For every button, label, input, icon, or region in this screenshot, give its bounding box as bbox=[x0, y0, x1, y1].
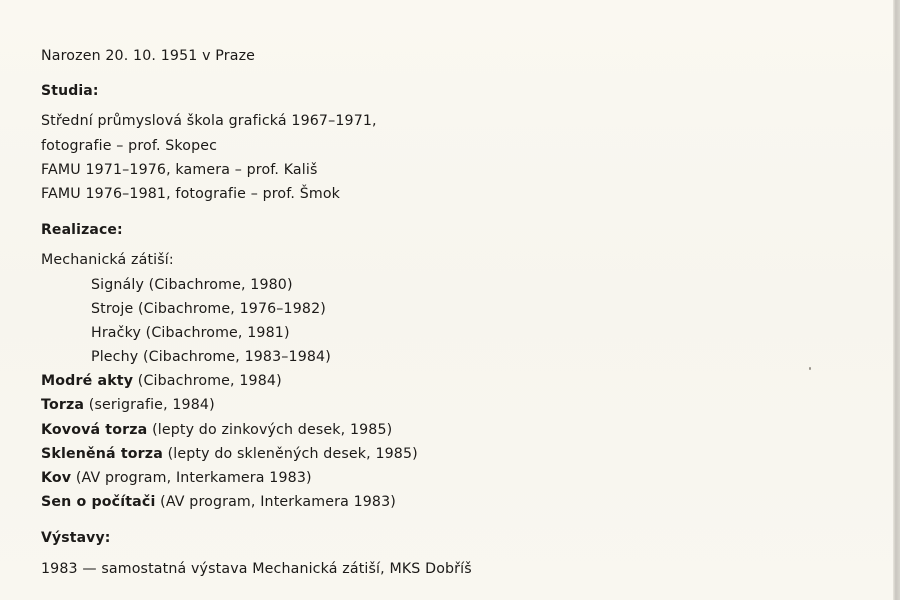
studia-line: FAMU 1971–1976, kamera – prof. Kališ bbox=[41, 161, 318, 178]
realizace-group-item: Hračky (Cibachrome, 1981) bbox=[91, 324, 290, 341]
work-entry bbox=[41, 369, 472, 393]
realizace-group-title: Mechanická zátiší: bbox=[41, 252, 174, 269]
work-title: Torza bbox=[41, 397, 85, 414]
work-detail: (Cibachrome, 1984) bbox=[133, 373, 282, 390]
heading-realizace: Realizace: bbox=[41, 222, 123, 239]
work-title: Skleněná torza bbox=[41, 445, 163, 462]
realizace-group-item: Signály (Cibachrome, 1980) bbox=[91, 276, 293, 293]
work-title: Sen o počítači bbox=[41, 494, 156, 511]
work-detail: (lepty do skleněných desek, 1985) bbox=[162, 445, 418, 462]
page-edge-shadow bbox=[893, 0, 900, 600]
paper-speck bbox=[809, 367, 811, 370]
work-entry bbox=[41, 393, 472, 417]
work-detail: (AV program, Interkamera 1983) bbox=[155, 494, 396, 511]
work-entry bbox=[41, 418, 472, 442]
studia-line: FAMU 1976–1981, fotografie – prof. Šmok bbox=[41, 185, 341, 202]
work-detail: (serigrafie, 1984) bbox=[84, 397, 215, 414]
work-detail: (AV program, Interkamera 1983) bbox=[71, 470, 312, 486]
work-entry bbox=[41, 466, 472, 490]
work-title: Kovová torza bbox=[41, 421, 148, 438]
work-detail: (lepty do zinkových desek, 1985) bbox=[147, 421, 393, 438]
work-title: Modré akty bbox=[41, 373, 134, 390]
heading-vystavy: Výstavy: bbox=[41, 530, 111, 547]
biography-text bbox=[41, 44, 472, 581]
realizace-group-item: Plechy (Cibachrome, 1983–1984) bbox=[91, 349, 331, 366]
studia-line: fotografie – prof. Skopec bbox=[41, 137, 218, 154]
studia-line: Střední průmyslová škola grafická 1967–1971, bbox=[41, 113, 377, 130]
vystavy-line: 1983 — samostatná výstava Mechanická zátiší, MKS Dobříš bbox=[41, 560, 472, 577]
work-title: Kov bbox=[41, 470, 72, 486]
heading-studia: Studia: bbox=[41, 83, 99, 100]
work-entry bbox=[41, 442, 472, 466]
realizace-group-item: Stroje (Cibachrome, 1976–1982) bbox=[91, 300, 326, 317]
work-entry bbox=[41, 490, 472, 514]
birth-info: Narozen 20. 10. 1951 v Praze bbox=[41, 48, 256, 64]
